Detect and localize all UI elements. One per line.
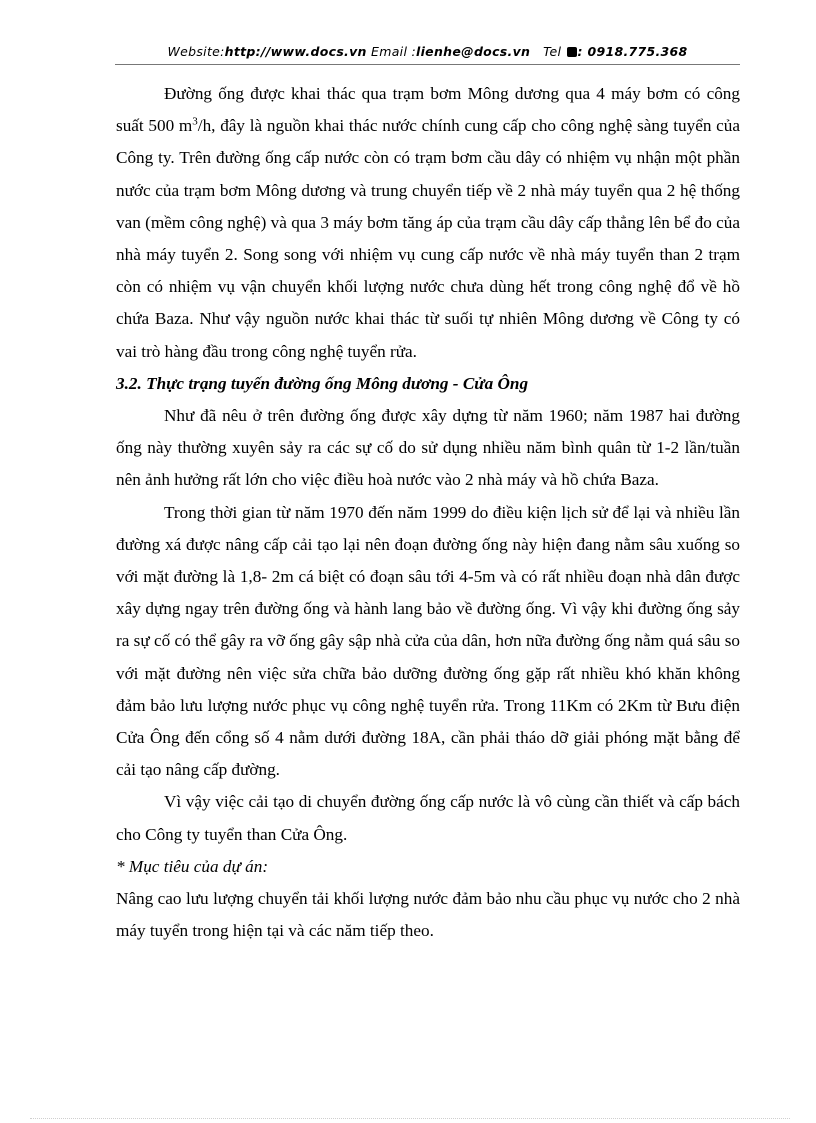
superscript-3: 3 (192, 115, 198, 128)
phone-icon (567, 47, 577, 57)
paragraph-2: Như đã nêu ở trên đường ống được xây dựng từ năm 1960; năm 1987 hai đường ống này thường xuyên sảy ra các sự cố do sử dụng nhiều năm bình quân từ 1-2 lần/tuần nên ảnh hưởng rất lớn cho việc điều hoà nước vào 2 nhà máy và hồ chứa Baza. (116, 406, 740, 490)
paragraph-1 (116, 78, 740, 368)
email-link[interactable]: lienhe@docs.vn (416, 44, 531, 59)
tel-label: Tel (543, 44, 562, 59)
paragraph-3: Trong thời gian từ năm 1970 đến năm 1999 do điều kiện lịch sử để lại và nhiều lần đường xá được nâng cấp cải tạo lại nên đoạn đường ống này hiện đang nằm sâu xuống so với mặt đường là 1,8- 2m cá biệt có đoạn sâu tới 4-5m và có rất nhiều đoạn nhà dân được xây dựng ngay trên đường ống và hành lang bảo về đường ống. Vì vậy khi đường ống sảy ra sự cố có thể gây ra vỡ ống gây sập nhà cửa của dân, hơn nữa đường ống nằm quá sâu so với mặt đường nên việc sửa chữa bảo dưỡng đường ống gặp rất nhiều khó khăn không đảm bảo lưu lượng nước phục vụ công nghệ tuyển rửa. Trong 11Km có 2Km từ Bưu điện Cửa Ông đến cổng số 4 nằm dưới đường 18A, cần phải tháo dỡ giải phóng mặt bằng để cải tạo nâng cấp đường. (116, 502, 740, 780)
footer-divider (30, 1118, 790, 1119)
document-body (116, 78, 740, 947)
objective-subheading: * Mục tiêu của dự án: (116, 856, 269, 876)
paragraph-4: Vì vậy việc cải tạo di chuyển đường ống cấp nước là vô cùng cần thiết và cấp bách cho Công ty tuyển than Cửa Ông. (116, 792, 740, 844)
tel-number: : 0918.775.368 (577, 44, 688, 59)
header-divider (115, 64, 740, 65)
page-header (115, 44, 740, 64)
paragraph-1-part-a: Đường ống được khai thác qua trạm bơm Mông dương qua 4 máy bơm có công suất 500 m (116, 84, 740, 136)
paragraph-1-part-b: /h, đây là nguồn khai thác nước chính cung cấp cho công nghệ sàng tuyển của Công ty. Trên đường ống cấp nước còn có trạm bơm cầu dây có nhiệm vụ nhận một phần nước của trạm bơm Mông dương và trung chuyển tiếp về 2 nhà máy tuyển qua 2 hệ thống van (mềm công nghệ) và qua 3 máy bơm tăng áp của trạm cầu dây cấp thẳng lên bể đo của nhà máy tuyển 2. Song song với nhiệm vụ cung cấp nước về nhà máy tuyển than 2 trạm còn có nhiệm vụ vận chuyển khối lượng nước chưa dùng hết trong công nghệ đổ về hồ chứa Baza. Như vậy nguồn nước khai thác từ suối tự nhiên Mông dương về Công ty có vai trò hàng đầu trong công nghệ tuyển rửa. (116, 116, 740, 361)
section-heading: 3.2. Thực trạng tuyến đường ống Mông dương - Cửa Ông (116, 373, 529, 393)
paragraph-5: Nâng cao lưu lượng chuyển tải khối lượng nước đảm bảo nhu cầu phục vụ nước cho 2 nhà máy tuyển trong hiện tại và các năm tiếp theo. (116, 889, 740, 941)
website-label: Website: (167, 44, 225, 59)
email-label: Email : (371, 44, 417, 59)
website-link[interactable]: http://www.docs.vn (224, 44, 367, 59)
